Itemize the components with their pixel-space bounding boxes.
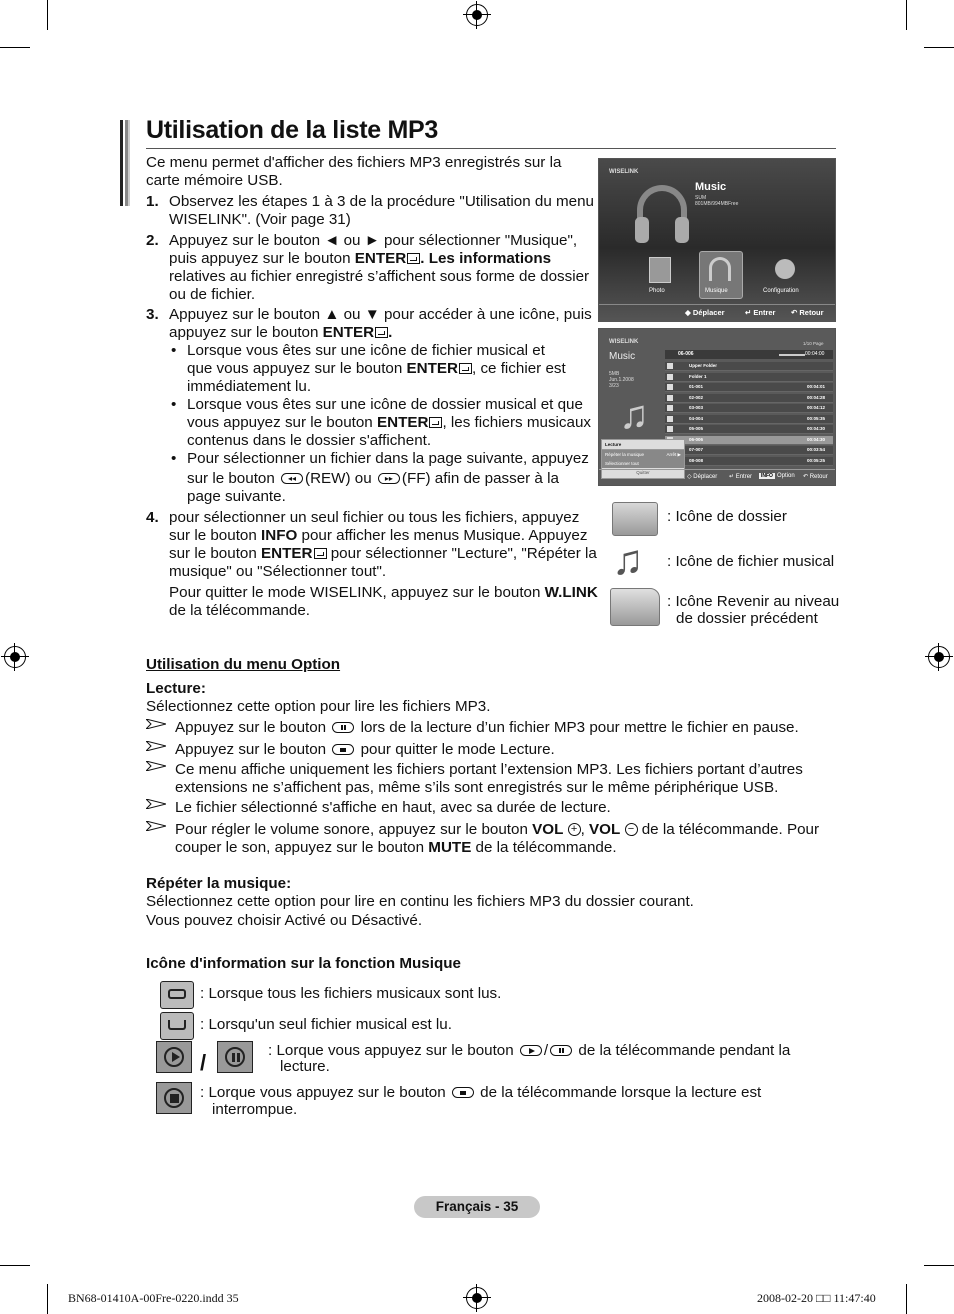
enter-icon [429,417,442,428]
track-duration: 00:04:30 [806,436,825,442]
music-file-icon: ♫ [612,536,644,583]
enter-icon [375,327,388,338]
note-arrow-icon [146,741,166,751]
track-duration: 00:05:35 [806,415,825,421]
track-name: 02-002 [689,394,704,400]
bullet-dot: • [171,450,177,467]
step-number: 4. [146,509,159,526]
step-text: musique" ou "Sélectionner tout". [169,563,387,580]
info-badge: INFO [761,473,773,479]
track-name: Folder 1 [689,373,707,379]
step-text: pour sélectionner un seul fichier ou tous les fichiers, appuyez [169,509,580,526]
track-name: 01-001 [689,384,704,389]
track-name: 07-007 [689,447,704,452]
step-text: Pour quitter le mode WISELINK, appuyez sur le bouton W.LINK [169,584,598,601]
intro-text: Ce menu permet d'afficher des fichiers MP3 enregistrés sur la carte mémoire USB. [146,154,562,189]
icon-separator: / [200,1050,207,1075]
step-text: appuyez sur le bouton ENTER . [169,324,393,341]
track-duration: 00:04:01 [806,384,825,389]
play-button-icon [520,1045,542,1056]
pause-button-icon [332,722,354,733]
option-play[interactable]: Lecture [602,440,684,450]
folder-icon [667,374,673,380]
track-row[interactable] [665,446,833,455]
title-bar-decoration [120,120,130,206]
nav-option: Option [777,473,795,479]
footer-filename: BN68-01410A-00Fre-0220.indd 35 [68,1291,239,1305]
track-name: 08-008 [689,457,704,463]
note-text: Appuyez sur le bouton pour quitter le mode Lecture. [175,741,555,758]
track-duration: 00:05:25 [806,457,825,463]
music-note-icon [667,416,673,422]
nav-return: ↶ Retour [803,474,828,480]
icon-desc: lecture. [280,1058,330,1075]
option-quit[interactable]: Quitter [636,470,650,475]
screen-sub: 801MB/994MBFree [695,201,739,207]
music-note-icon: ♫ [619,393,649,437]
file-date: Jun.1.2008 [609,377,634,383]
step-text: relatives au fichier enregistré s’affichent sous forme de dossier [169,268,590,285]
bullet-text: contenus dans le dossier s'affichent. [187,432,432,449]
music-note-icon [667,426,673,432]
step-text: ou de fichier. [169,286,256,303]
page-number-badge: Français - 35 [414,1196,540,1218]
ff-button-icon: ▸▸ [378,473,400,484]
pause-status-icon [217,1041,253,1073]
legend-back: : Icône Revenir au niveau [667,593,840,610]
track-row[interactable] [665,373,833,382]
music-note-icon [667,395,673,401]
note-text: Pour régler le volume sonore, appuyez sur le bouton VOL + , VOL − de la télécommande. Pour [175,821,820,838]
registration-mark-icon [928,646,950,668]
legend-back: de dossier précédent [676,610,818,627]
menu-item-music[interactable]: Musique [705,288,728,294]
folder-icon [612,502,658,536]
minus-icon: − [625,823,638,836]
step-text: Observez les étapes 1 à 3 de la procédure "Utilisation du menu [169,193,594,210]
stop-button-icon [332,744,354,755]
note-text: Le fichier sélectionné s'affiche en haut, avec sa durée de lecture. [175,799,611,816]
music-note-icon [667,384,673,390]
icon-desc: : Lorque vous appuyez sur le bouton / de la télécommande pendant la [268,1042,791,1059]
bullet-text: Lorsque vous êtes sur une icône de dossier musical et que [187,396,583,413]
bullet-text: Lorsque vous êtes sur une icône de fichier musical et [187,342,545,359]
track-name: 03-003 [689,405,704,410]
track-name: 04-004 [689,415,704,421]
screen-title: Music [695,181,727,193]
pause-button-icon [550,1045,572,1056]
icon-desc: : Lorsque tous les fichiers musicaux sont lus. [200,985,502,1002]
track-row[interactable] [665,436,833,445]
subsection-text: Vous pouvez choisir Activé ou Désactivé. [146,912,423,929]
gear-icon [775,259,795,279]
page-indicator: 1/10 Page [803,341,824,346]
track-name: Upper Folder [689,363,718,368]
bullet-text: vous appuyez sur le bouton ENTER , les fichiers musicaux [187,414,592,431]
section-heading: Icône d'information sur la fonction Musique [146,955,461,972]
track-row[interactable] [665,415,833,424]
enter-icon [314,548,327,559]
step-text: Appuyez sur le bouton ◄ ou ► pour sélectionner "Musique", [169,232,578,249]
step-text: de la télécommande. [169,602,310,619]
section-heading: Utilisation du menu Option [146,656,341,673]
track-duration: 00:03:54 [806,447,825,452]
note-text: extensions ne s’affichent pas, même s’ils sont enregistrés sur le même périphérique USB. [175,779,779,796]
screen-sub: SUM [695,195,707,201]
music-list-screenshot [598,328,836,486]
photo-icon [649,257,671,283]
track-row[interactable] [665,404,833,413]
subsection-text: Sélectionnez cette option pour lire les fichiers MP3. [146,698,491,715]
bullet-text: sur le bouton ◂◂ (REW) ou ▸▸ (FF) afin de passer à la [187,470,559,487]
bullet-dot: • [171,342,177,359]
step-text: WISELINK". (Voir page 31) [169,211,351,228]
enter-icon [459,363,472,374]
bullet-text: immédiatement lu. [187,378,312,395]
registration-mark-icon [4,646,26,668]
track-row[interactable] [665,362,833,371]
bullet-text: page suivante. [187,488,286,505]
track-duration: 00:04:30 [806,426,825,431]
enter-icon [407,253,420,264]
stop-button-icon [452,1087,474,1098]
icon-desc: : Lorque vous appuyez sur le bouton de la télécommande lorsque la lecture est [200,1084,762,1101]
step-number: 3. [146,306,159,323]
subsection-title: Lecture: [146,680,206,697]
nav-enter: ↵ Entrer [729,474,753,480]
option-repeat[interactable]: Répéter la musique Arrêt ▶ [602,450,684,459]
screen-title: Music [609,351,636,362]
menu-item-configuration[interactable]: Configuration [763,288,799,294]
bullet-text: Pour sélectionner un fichier dans la page suivante, appuyez [187,450,589,467]
plus-icon: + [568,823,581,836]
step-text: puis appuyez sur le bouton ENTER . Les informations [169,250,552,267]
track-duration: 00:04:12 [806,405,825,410]
repeat-all-icon [160,981,194,1009]
bullet-text: que vous appuyez sur le bouton ENTER , ce fichier est [187,360,566,377]
music-note-icon [667,405,673,411]
subsection-title: Répéter la musique: [146,875,292,892]
wiselink-home-screenshot [598,158,836,322]
play-status-icon [156,1041,192,1073]
note-arrow-icon [146,719,166,729]
menu-item-photo[interactable]: Photo [649,288,665,294]
legend-folder: : Icône de dossier [667,508,787,525]
track-duration: 00:04:28 [806,394,825,400]
step-number: 1. [146,193,159,210]
icon-desc: interrompue. [212,1101,298,1118]
rew-button-icon: ◂◂ [281,473,303,484]
wiselink-logo: WISELINK [609,169,639,175]
note-text: Ce menu affiche uniquement les fichiers portant l’extension MP3. Les fichiers portant d’autres [175,761,803,778]
icon-desc: : Lorsqu'un seul fichier musical est lu. [200,1016,452,1033]
step-text: sur le bouton INFO pour afficher les menus Musique. Appuyez [169,527,588,544]
current-track: 06-006 [678,351,694,357]
legend-music: : Icône de fichier musical [667,553,835,570]
headphones-icon [709,257,731,281]
title-underline [146,148,836,149]
step-text: sur le bouton ENTER pour sélectionner "Lecture", "Répéter la [169,545,597,562]
bullet-dot: • [171,396,177,413]
track-row[interactable] [665,394,833,403]
nav-enter: ↵ Entrer [745,308,776,317]
track-row[interactable] [665,457,833,466]
option-select-all[interactable]: Sélectionner tout [602,459,684,468]
step-number: 2. [146,232,159,249]
registration-mark-icon [466,4,488,26]
note-arrow-icon [146,761,166,771]
file-size: 5MB [609,371,620,377]
nav-move: ◆ Déplacer [685,308,725,317]
nav-move: ◇ Déplacer [687,474,718,480]
track-row[interactable] [665,383,833,392]
note-text: Appuyez sur le bouton lors de la lecture d’un fichier MP3 pour mettre le fichier en pause. [175,719,799,736]
registration-mark-icon [466,1287,488,1309]
note-arrow-icon [146,821,166,831]
note-text: couper le son, appuyez sur le bouton MUTE de la télécommande. [175,839,617,856]
stop-status-icon [156,1082,192,1114]
current-time: 00:04:00 [805,351,825,357]
repeat-one-icon [160,1012,194,1040]
nav-return: ↶ Retour [791,308,824,317]
footer-date: 2008-02-20 □□ 11:47:40 [757,1291,876,1305]
step-text: Appuyez sur le bouton ▲ ou ▼ pour accéder à une icône, puis [169,306,592,323]
track-name: 05-005 [689,426,704,431]
track-name: 06-006 [689,436,704,442]
note-arrow-icon [146,799,166,809]
file-index: 3/23 [609,383,619,389]
back-folder-icon [610,588,660,626]
folder-icon [667,363,673,369]
subsection-text: Sélectionnez cette option pour lire en continu les fichiers MP3 du dossier courant. [146,893,694,910]
option-menu [601,439,685,479]
page-title: Utilisation de la liste MP3 [146,116,438,144]
wiselink-logo: WISELINK [609,339,639,345]
track-row[interactable] [665,425,833,434]
